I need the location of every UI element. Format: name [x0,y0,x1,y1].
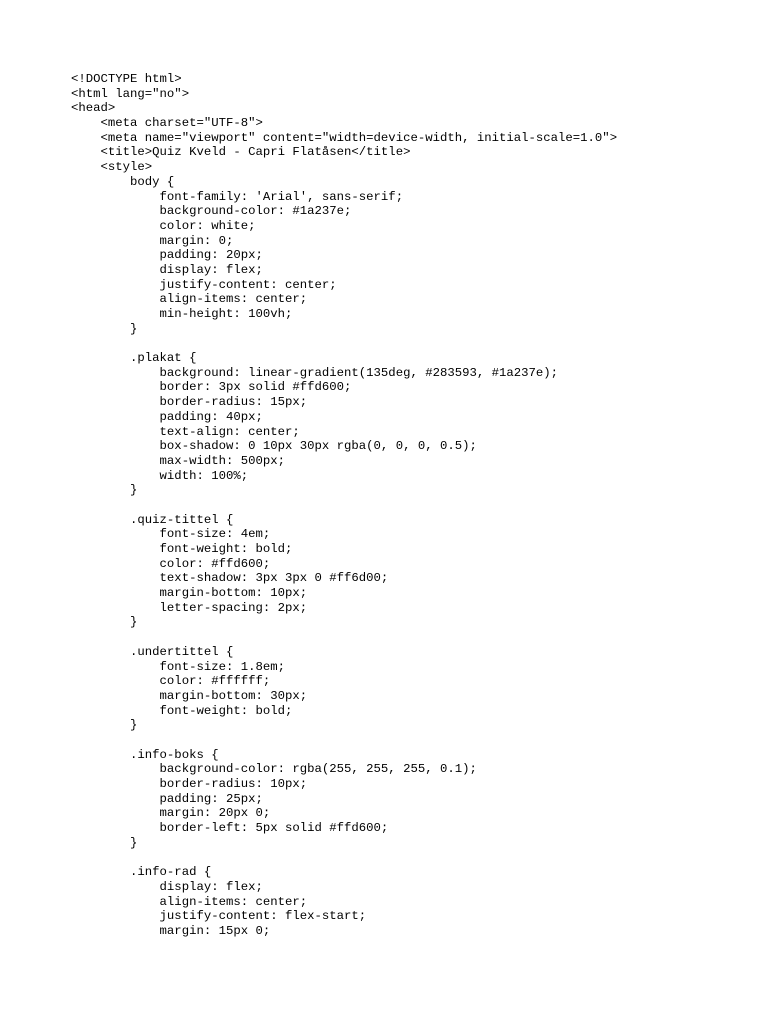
code-line: max-width: 500px; [71,453,286,468]
code-line: font-size: 1.8em; [71,659,286,674]
code-line: body { [71,174,175,189]
code-line: width: 100%; [71,468,249,483]
code-line: box-shadow: 0 10px 30px rgba(0, 0, 0, 0.5); [71,439,477,454]
code-line: background: linear-gradient(135deg, #283593, #1a237e); [71,365,559,380]
code-line: border-left: 5px solid #ffd600; [71,821,389,836]
code-line: } [71,835,138,850]
code-line: } [71,321,138,336]
code-line: color: #ffd600; [71,556,271,571]
code-line: padding: 40px; [71,409,263,424]
code-line: display: flex; [71,879,263,894]
code-line: <meta charset="UTF-8"> [71,116,263,131]
code-line: padding: 20px; [71,248,263,263]
code-line: text-shadow: 3px 3px 0 #ff6d00; [71,571,389,586]
code-line: } [71,718,138,733]
code-line: text-align: center; [71,424,300,439]
code-line [71,850,617,865]
code-line: } [71,483,138,498]
code-line: .quiz-tittel { [71,512,234,527]
code-line: <title>Quiz Kveld - Capri Flatåsen</title> [71,145,411,160]
code-line [71,498,617,513]
code-line: margin-bottom: 10px; [71,586,308,601]
code-line: justify-content: flex-start; [71,909,367,924]
code-line: color: white; [71,218,256,233]
code-line [71,630,617,645]
code-line: align-items: center; [71,894,308,909]
code-line: font-size: 4em; [71,527,271,542]
code-line: font-weight: bold; [71,703,293,718]
code-line: color: #ffffff; [71,674,271,689]
code-line [71,733,617,748]
code-line: font-family: 'Arial', sans-serif; [71,189,404,204]
code-line: } [71,615,138,630]
code-line [71,336,617,351]
code-line: <html lang="no"> [71,86,190,101]
code-line: border-radius: 10px; [71,777,308,791]
code-line: margin-bottom: 30px; [71,688,308,703]
code-line: .info-rad { [71,865,212,880]
code-line: .undertittel { [71,644,234,659]
code-line: margin: 20px 0; [71,806,271,821]
code-line: border-radius: 15px; [71,395,308,410]
code-line: <head> [71,101,116,116]
code-line: display: flex; [71,262,263,277]
code-line: padding: 25px; [71,791,263,806]
code-line: margin: 0; [71,233,234,248]
code-line: <style> [71,160,153,175]
code-line: background-color: rgba(255, 255, 255, 0.1); [71,762,477,777]
code-listing [71,72,617,939]
code-line: align-items: center; [71,292,308,307]
code-line: .info-boks { [71,747,219,762]
code-line: background-color: #1a237e; [71,204,352,219]
code-line: justify-content: center; [71,277,337,292]
code-line: margin: 15px 0; [71,923,271,938]
code-line: border: 3px solid #ffd600; [71,380,352,395]
code-line: min-height: 100vh; [71,307,293,321]
code-line: letter-spacing: 2px; [71,600,308,615]
code-line: font-weight: bold; [71,542,293,556]
code-line: .plakat { [71,351,197,366]
code-line: <meta name="viewport" content="width=device-width, initial-scale=1.0"> [71,130,618,145]
code-line: <!DOCTYPE html> [71,72,182,86]
